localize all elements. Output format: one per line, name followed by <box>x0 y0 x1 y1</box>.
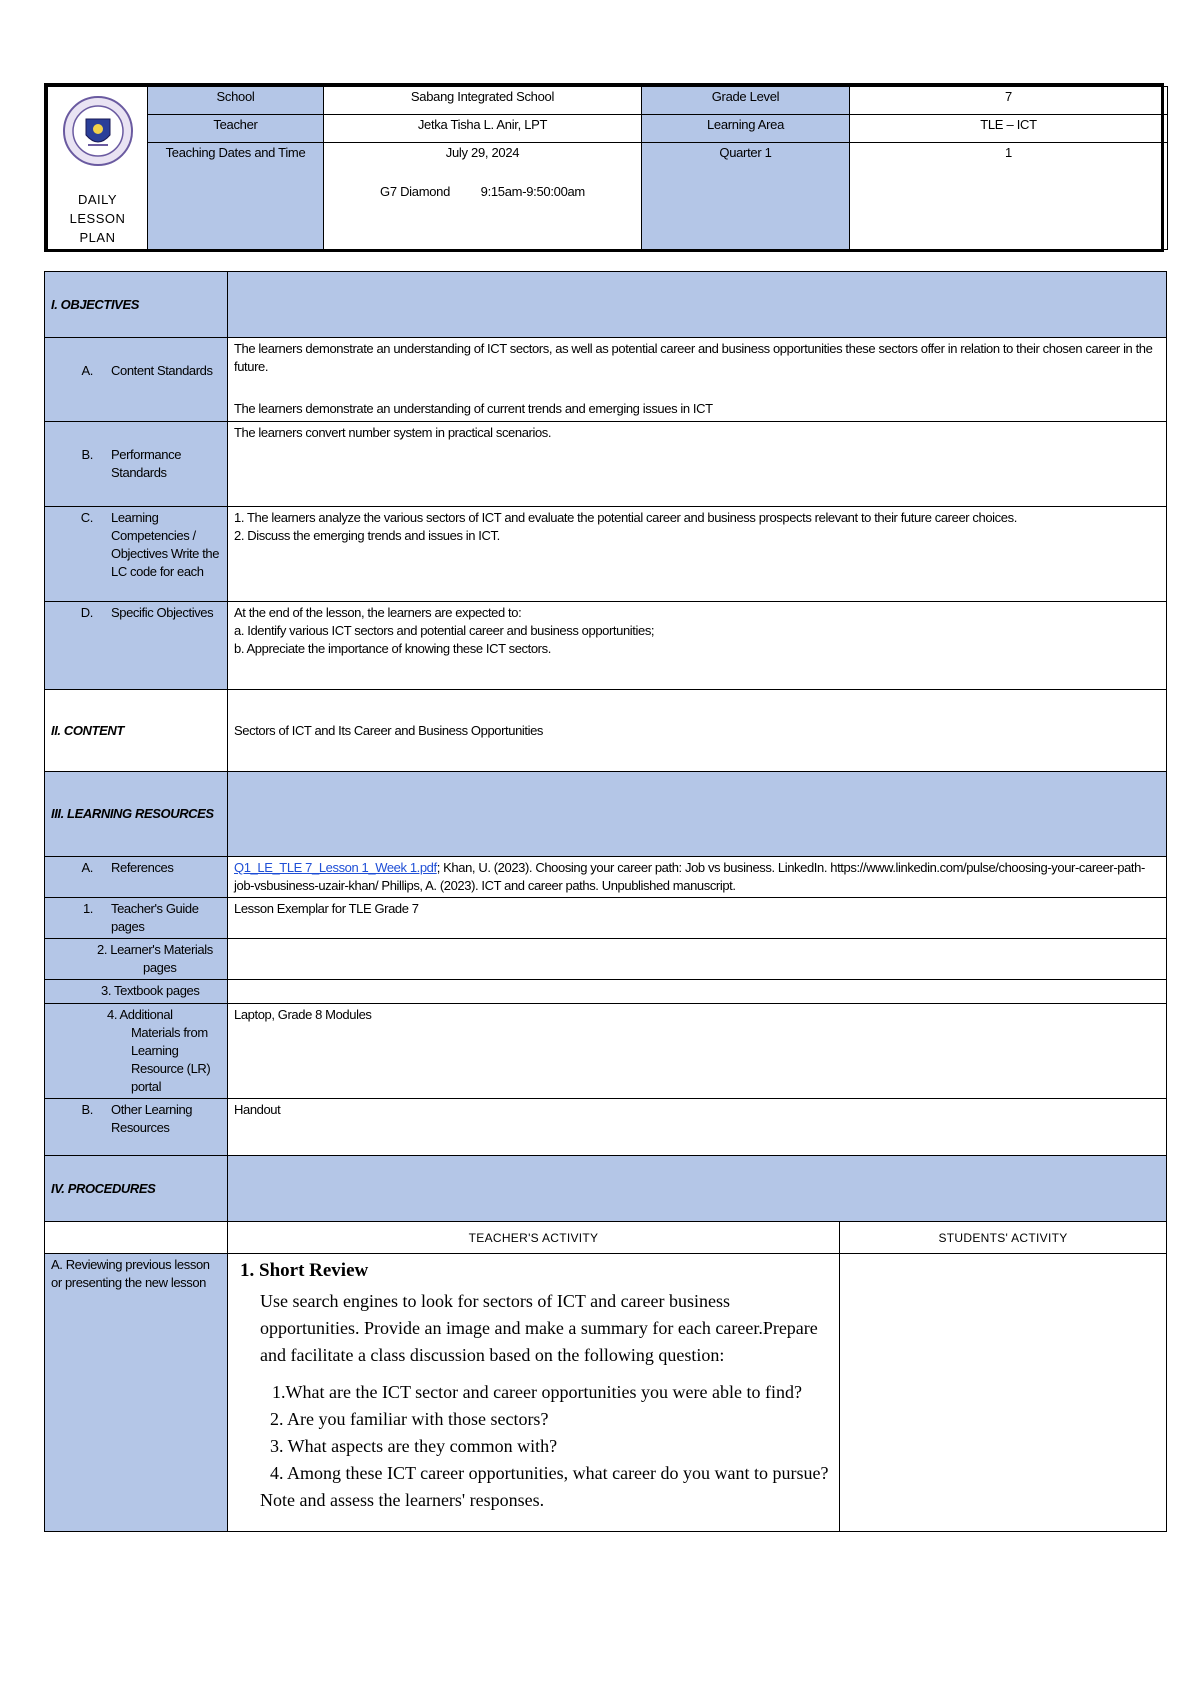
quarter-value: 1 <box>850 143 1168 250</box>
references-text: Q1_LE_TLE 7_Lesson 1_Week 1.pdf; Khan, U. (2023). Choosing your career path: Job vs business. LinkedIn. https://www.linkedin.com/pulse/choosing-your-career-path-job-vsbusiness-uzair-khan/ Phillips, A. (2023). ICT and career paths. Unpublished manuscript. <box>228 857 1167 898</box>
objectives-heading: I. OBJECTIVES <box>45 272 228 338</box>
date-value: July 29, 2024 <box>445 145 520 160</box>
content-standards-label: A. Content Standards <box>45 338 228 422</box>
quarter-label: Quarter 1 <box>642 143 850 250</box>
objectives-band <box>228 272 1167 338</box>
review-note: Note and assess the learners' responses. <box>260 1490 545 1510</box>
other-resources-label: B. Other Learning Resources <box>45 1099 228 1156</box>
teacher-label: Teacher <box>148 115 324 143</box>
dates-label: Teaching Dates and Time <box>148 143 324 250</box>
other-resources-text: Handout <box>228 1099 1167 1156</box>
school-label: School <box>148 87 324 115</box>
procedures-header-blank <box>45 1222 228 1254</box>
teachers-activity-header: TEACHER'S ACTIVITY <box>228 1222 840 1254</box>
learners-materials-label: 2. Learner's Materials pages <box>45 939 228 980</box>
teacher-value: Jetka Tisha L. Anir, LPT <box>324 115 642 143</box>
question-item: 3. What aspects are they common with? <box>270 1436 558 1456</box>
learning-competencies-text: 1. The learners analyze the various sectors of ICT and evaluate the potential career and business prospects relevant to their future career choices. 2. Discuss the emerging trends and issues in ICT. <box>228 507 1167 602</box>
dates-value <box>324 143 642 250</box>
question-item: 2. Are you familiar with those sectors? <box>270 1409 549 1429</box>
specific-objectives-label: D. Specific Objectives <box>45 602 228 690</box>
resources-heading: III. LEARNING RESOURCES <box>45 772 228 857</box>
school-value: Sabang Integrated School <box>324 87 642 115</box>
content-standards-text: The learners demonstrate an understanding of ICT sectors, as well as potential career and business opportunities these sectors offer in relation to their chosen career in the future. The learners demonstrate an understanding of current trends and emerging issues in ICT <box>228 338 1167 422</box>
procedures-heading: IV. PROCEDURES <box>45 1156 228 1222</box>
learning-competencies-label: C. Learning Competencies / Objectives Write the LC code for each <box>45 507 228 602</box>
review-questions <box>234 1379 833 1487</box>
procedures-band <box>228 1156 1167 1222</box>
reviewing-lesson-label: A. Reviewing previous lesson or presenting the new lesson <box>45 1254 228 1532</box>
teachers-guide-label: 1. Teacher's Guide pages <box>45 898 228 939</box>
performance-standards-text: The learners convert number system in practical scenarios. <box>228 422 1167 507</box>
references-label: A. References <box>45 857 228 898</box>
document-title: DAILY LESSON PLAN <box>69 192 126 245</box>
textbook-pages-text <box>228 980 1167 1004</box>
deped-seal-icon <box>62 95 134 167</box>
section-value: G7 Diamond <box>380 184 451 199</box>
lesson-pdf-link[interactable]: Q1_LE_TLE 7_Lesson 1_Week 1.pdf <box>234 860 437 875</box>
time-value: 9:15am-9:50:00am <box>480 184 585 199</box>
students-activity-header: STUDENTS' ACTIVITY <box>840 1222 1167 1254</box>
textbook-pages-label: 3. Textbook pages <box>45 980 228 1004</box>
lesson-plan-table <box>44 271 1166 1532</box>
learners-materials-text <box>228 939 1167 980</box>
short-review-title: 1. Short Review <box>240 1260 369 1281</box>
content-heading: II. CONTENT <box>45 690 228 772</box>
short-review-text: Use search engines to look for sectors of ICT and career business opportunities. Provide an image and make a summary for each career.Prepare and facilitate a class discussion based on the following question: <box>260 1291 818 1365</box>
specific-objectives-text: At the end of the lesson, the learners are expected to: a. Identify various ICT sectors and potential career and business opportunities; b. Appreciate the importance of knowing these ICT sectors. <box>228 602 1167 690</box>
question-item: 4. Among these ICT career opportunities, what career do you want to pursue? <box>270 1463 829 1483</box>
area-label: Learning Area <box>642 115 850 143</box>
short-review-activity <box>228 1254 840 1532</box>
area-value: TLE – ICT <box>850 115 1168 143</box>
performance-standards-label: B. Performance Standards <box>45 422 228 507</box>
header-table <box>44 83 1164 252</box>
students-activity-cell <box>840 1254 1167 1532</box>
teachers-guide-text: Lesson Exemplar for TLE Grade 7 <box>228 898 1167 939</box>
additional-materials-label: 4. Additional Materials from Learning Resource (LR) portal <box>45 1004 228 1099</box>
grade-label: Grade Level <box>642 87 850 115</box>
grade-value: 7 <box>850 87 1168 115</box>
question-item: 1.What are the ICT sector and career opportunities you were able to find? <box>272 1382 802 1402</box>
additional-materials-text: Laptop, Grade 8 Modules <box>228 1004 1167 1099</box>
seal-cell <box>48 87 148 250</box>
content-text: Sectors of ICT and Its Career and Business Opportunities <box>228 690 1167 772</box>
resources-band <box>228 772 1167 857</box>
